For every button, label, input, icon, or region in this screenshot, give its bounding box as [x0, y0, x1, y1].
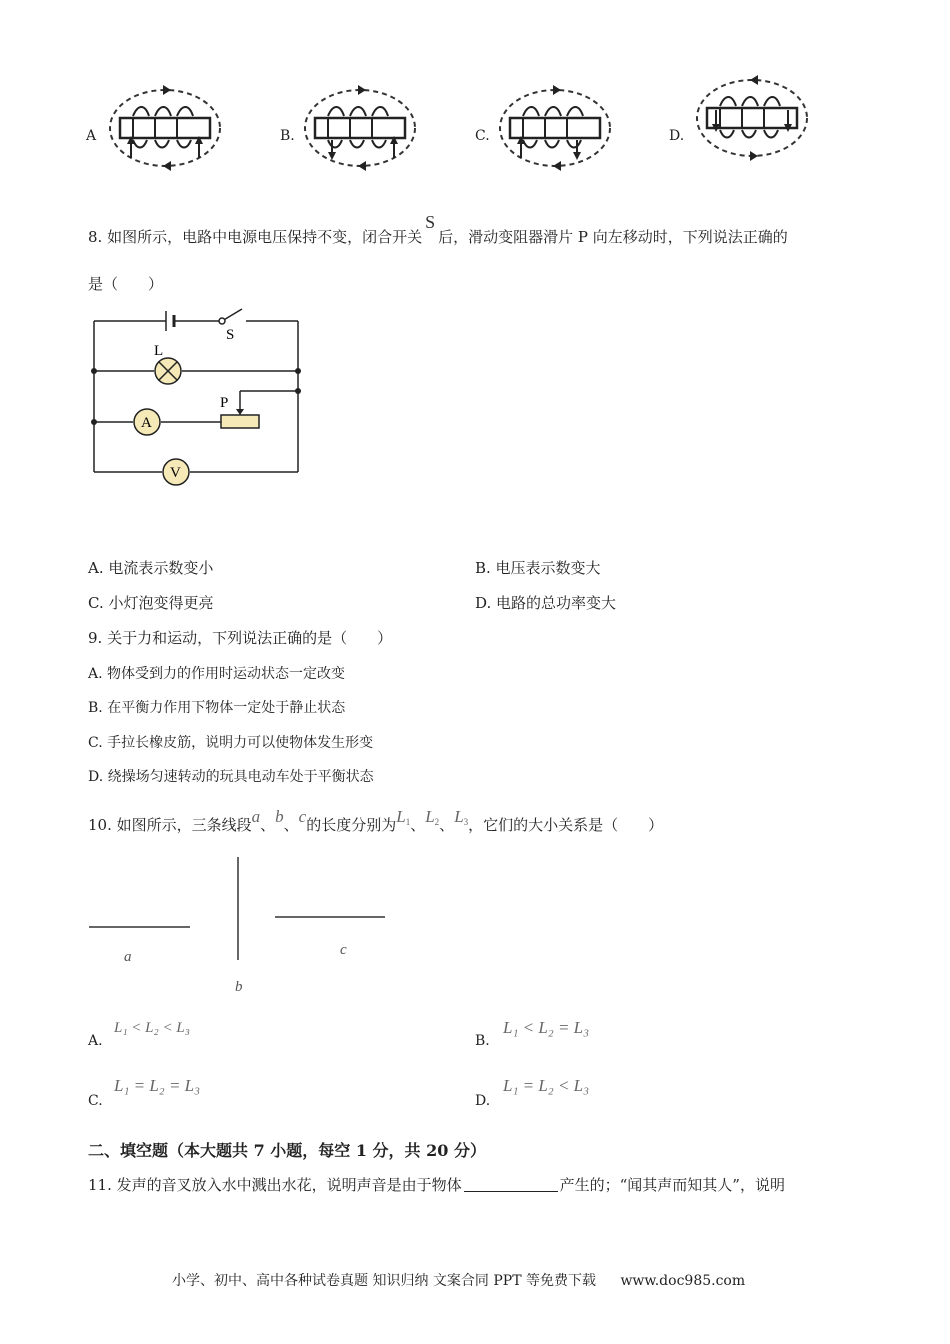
q10-sep: 、	[260, 816, 276, 834]
q8-stem	[88, 212, 788, 247]
q10-option-b-letter[interactable]: B.	[475, 1033, 490, 1049]
q10-sep: 、	[439, 816, 455, 834]
q10-stem-1: 10. 如图所示，三条线段	[88, 816, 252, 834]
q9-option-a[interactable]: A. 物体受到力的作用时运动状态一定改变	[88, 666, 346, 682]
segment-a-label: a	[124, 949, 132, 965]
q10-sep: 、	[410, 816, 426, 834]
q10-option-c-letter[interactable]: C.	[88, 1093, 103, 1109]
circuit-label-lamp: L	[154, 343, 164, 359]
q8-switch-symbol: S	[425, 212, 436, 232]
q9-option-b[interactable]: B. 在平衡力作用下物体一定处于静止状态	[88, 700, 346, 716]
q7-option-d-label[interactable]: D.	[669, 128, 685, 144]
q10-var-l2: $L_2$	[425, 807, 440, 827]
q7-option-c-label[interactable]: C.	[475, 128, 490, 144]
q11-stem	[88, 1174, 785, 1195]
q8-stem-post: 后，滑动变阻器滑片 P 向左移动时，下列说法正确的	[438, 228, 788, 246]
q7-option-b-figure	[305, 85, 415, 171]
q8-option-a[interactable]: A. 电流表示数变小	[88, 559, 214, 577]
q10-var-l1: $L_1$	[396, 807, 411, 827]
q7-figures	[0, 0, 950, 200]
footer-text: 小学、初中、高中各种试卷真题 知识归纳 文案合同 PPT 等免费下载	[172, 1273, 596, 1289]
q10-option-d-expr[interactable]: L₁ = L₂ < L₃	[503, 1076, 590, 1095]
q10-stem	[88, 807, 664, 835]
q10-var-a: a	[251, 807, 261, 826]
circuit-label-switch: S	[226, 327, 235, 343]
q9-option-c[interactable]: C. 手拉长橡皮筋，说明力可以使物体发生形变	[88, 735, 374, 751]
q7-option-a-figure	[110, 85, 220, 171]
footer-url[interactable]: www.doc985.com	[620, 1273, 746, 1289]
q10-option-d-letter[interactable]: D.	[475, 1093, 491, 1109]
q10-var-l3: $L_3$	[454, 807, 469, 827]
q8-option-d[interactable]: D. 电路的总功率变大	[475, 594, 617, 612]
q10-var-c: c	[298, 807, 307, 826]
q10-option-a-expr[interactable]: L₁ < L₂ < L₃	[114, 1020, 190, 1036]
segment-b-label: b	[235, 979, 243, 995]
q10-sep: 、	[283, 816, 299, 834]
q8-circuit-diagram	[80, 305, 320, 495]
q7-option-b-label[interactable]: B.	[280, 128, 295, 144]
q10-var-b: b	[275, 807, 284, 826]
q7-option-d-figure	[697, 75, 807, 161]
q9-option-d[interactable]: D. 绕操场匀速转动的玩具电动车处于平衡状态	[88, 769, 374, 785]
q10-line-segments-figure	[80, 850, 400, 1000]
q9-stem: 9. 关于力和运动，下列说法正确的是（ ）	[88, 629, 393, 647]
circuit-label-slider: P	[220, 395, 229, 411]
q11-stem-post: 产生的；“闻其声而知其人”，说明	[559, 1176, 785, 1194]
q10-option-b-expr[interactable]: L₁ < L₂ = L₃	[503, 1018, 590, 1037]
q10-option-a-letter[interactable]: A.	[88, 1033, 103, 1049]
q8-stem-line2: 是（ ）	[88, 275, 164, 293]
rheostat-symbol	[221, 415, 259, 428]
q10-option-c-expr[interactable]: L₁ = L₂ = L₃	[114, 1076, 201, 1095]
q8-option-c[interactable]: C. 小灯泡变得更亮	[88, 594, 214, 612]
q8-option-b[interactable]: B. 电压表示数变大	[475, 559, 601, 577]
q8-stem-pre: 8. 如图所示，电路中电源电压保持不变，闭合开关	[88, 228, 423, 246]
q11-stem-pre: 11. 发声的音叉放入水中溅出水花，说明声音是由于物体	[88, 1176, 462, 1194]
section-2-heading: 二、填空题（本大题共 7 小题，每空 1 分，共 20 分）	[88, 1141, 486, 1160]
circuit-label-ammeter: A	[141, 415, 152, 431]
footer	[172, 1270, 745, 1290]
segment-c-label: c	[340, 942, 347, 958]
circuit-label-voltmeter: V	[170, 465, 181, 481]
q11-blank-1[interactable]	[464, 1177, 558, 1192]
q7-option-a-label[interactable]: A	[86, 128, 97, 144]
q10-stem-2: 的长度分别为	[306, 816, 397, 834]
q10-stem-3: ，它们的大小关系是（ ）	[468, 816, 664, 834]
q7-option-c-figure	[500, 85, 610, 171]
